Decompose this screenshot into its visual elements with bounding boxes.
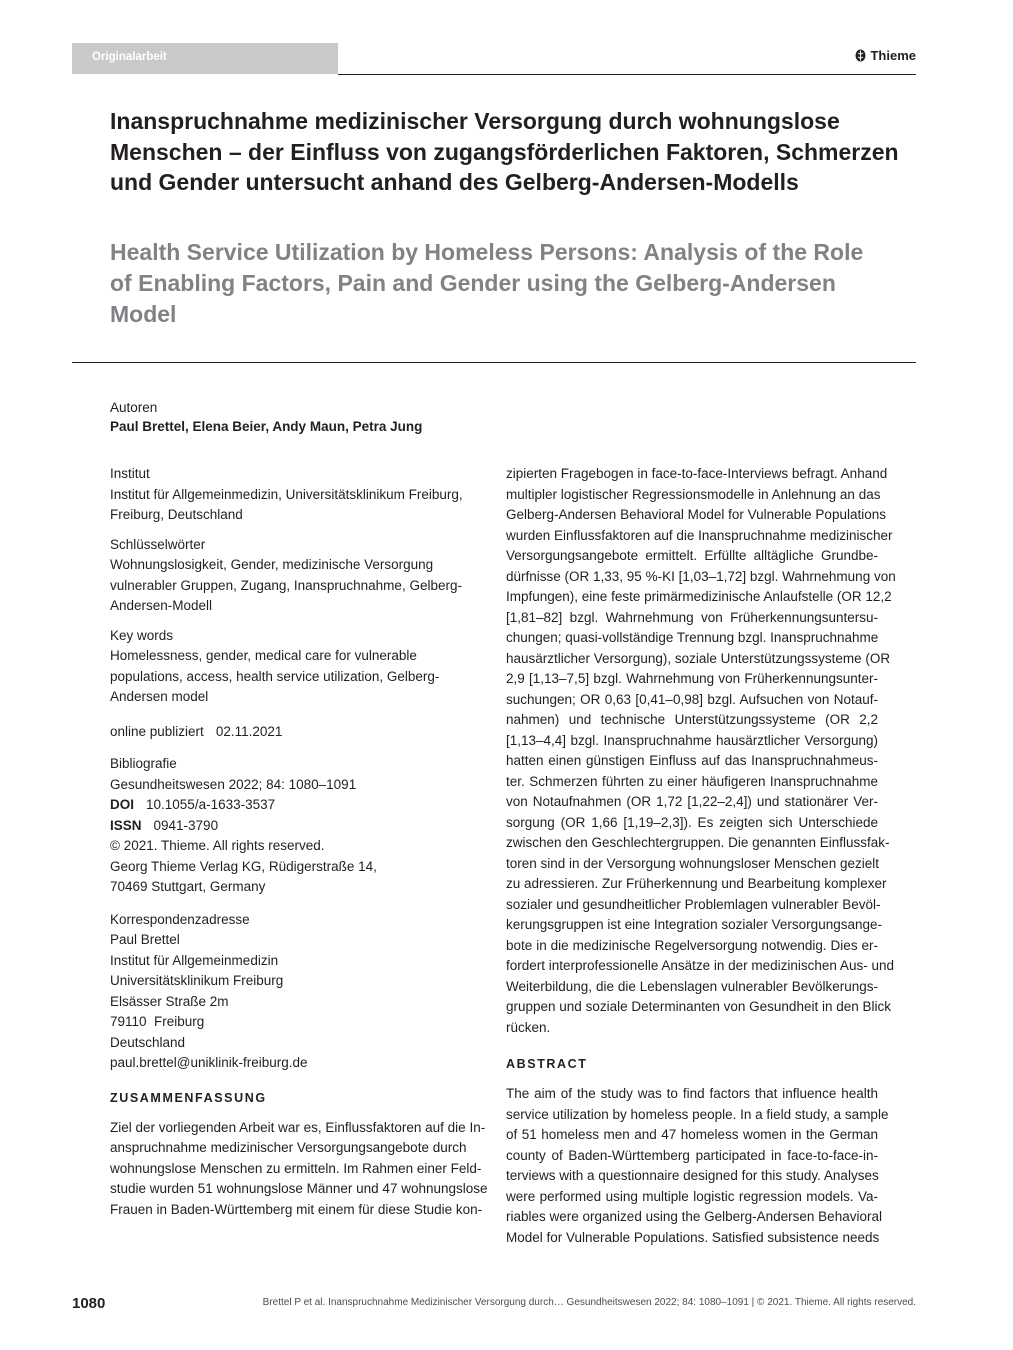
zusammenfassung-line: zu adressieren. Zur Früherkennung und Bearbeitung komplexer <box>506 876 887 891</box>
bibliografie-citation: Gesundheitswesen 2022; 84: 1080–1091 <box>110 776 357 792</box>
title-english: Health Service Utilization by Homeless Persons: Analysis of the Role of Enabling Factors, Pain and Gender using the Gelberg-Andersen Model <box>110 239 864 327</box>
abstract-heading: ABSTRACT <box>506 1057 588 1071</box>
title-german: Inanspruchnahme medizinischer Versorgung durch wohnungslose Menschen – der Einfluss von zugangsförderlichen Faktoren, Schmerzen und Gender untersucht anhand des Gelberg-Andersen-Modells <box>110 108 899 195</box>
zusammenfassung-line: multipler logistischer Regressionsmodelle in Anlehnung an das <box>506 486 881 502</box>
abstract-line: county of Baden-Württemberg participated in face-to-face-in- <box>506 1147 878 1163</box>
zusammenfassung-line: Gelberg-Andersen Behavioral Model for Vulnerable Populations <box>506 507 886 522</box>
korrespondenz-line: 79110 Freiburg <box>110 1014 205 1029</box>
abstract-line: were performed using multiple logistic regression models. Va- <box>506 1188 878 1204</box>
zusammenfassung-line: [1,13–4,4] bzgl. Inanspruchnahme hausärztlicher Versorgung) <box>506 732 878 748</box>
korrespondenz-label: Korrespondenzadresse <box>110 911 250 927</box>
keywords-label: Key words <box>110 627 174 643</box>
thieme-logo-icon <box>855 49 866 62</box>
zusammenfassung-line: 2,9 [1,13–7,5] bzgl. Wahrnehmung von Früherkennungsunter- <box>506 671 878 686</box>
keywords-line: Andersen model <box>110 689 209 704</box>
keywords-line: populations, access, health service utilization, Gelberg- <box>110 668 440 684</box>
zusammenfassung-continued <box>506 464 896 1038</box>
zusammenfassung-line: gruppen und soziale Determinanten von Gesundheit in den Blick <box>506 999 891 1014</box>
zusammenfassung-line: von Notaufnahmen (OR 1,72 [1,22–2,4]) und stationärer Ver- <box>506 794 878 809</box>
zusammenfassung-line: rücken. <box>506 1019 551 1035</box>
zusammenfassung-line: chungen; quasi-vollständige Trennung bzgl. Inanspruchnahme <box>506 630 879 645</box>
institut-label: Institut <box>110 466 150 481</box>
right-column <box>506 464 896 1248</box>
publisher-address-line: Georg Thieme Verlag KG, Rüdigerstraße 14, <box>110 858 377 874</box>
issn-label: ISSN <box>110 817 142 833</box>
zusammenfassung-line: bote in die medizinische Regelversorgung notwendig. Dies er- <box>506 937 878 953</box>
institut-section <box>110 464 490 526</box>
zusammenfassung-line: ter. Schmerzen führten zu einer häufigeren Inanspruchnahme <box>506 773 878 789</box>
abstract-line: service utilization by homeless people. In a field study, a sample <box>506 1106 889 1122</box>
footer-citation: Brettel P et al. Inanspruchnahme Medizinischer Versorgung durch… Gesundheitswesen 2022; 84: 1080–1091 | © 2021. Thieme. All rights reserved. <box>262 1297 916 1308</box>
title-divider <box>72 362 916 363</box>
abstract-line: riables were organized using the Gelberg-Andersen Behavioral <box>506 1209 882 1224</box>
institut-line: Freiburg, Deutschland <box>110 507 243 522</box>
left-column <box>110 464 490 1220</box>
copyright-line: © 2021. Thieme. All rights reserved. <box>110 838 325 853</box>
zusammenfassung-line: studie wurden 51 wohnungslose Männer und 47 wohnungslose <box>110 1181 488 1196</box>
issn-line <box>110 816 490 837</box>
authors-label: Autoren <box>110 400 158 415</box>
korrespondenz-line: Universitätsklinikum Freiburg <box>110 973 284 988</box>
zusammenfassung-line: Frauen in Baden-Württemberg mit einem für diese Studie kon- <box>110 1201 483 1217</box>
section-label-bar <box>72 43 338 74</box>
zusammenfassung-line: Versorgungsangebote ermittelt. Erfüllte alltägliche Grundbe- <box>506 548 878 563</box>
published-section <box>110 722 490 743</box>
issn-value: 0941-3790 <box>153 817 219 833</box>
schluesselwoerter-line: Wohnungslosigkeit, Gender, medizinische Versorgung <box>110 557 434 572</box>
schluesselwoerter-line: Andersen-Modell <box>110 598 213 613</box>
zusammenfassung-line: fordert interprofessionelle Ansätze in der medizinischen Aus- und <box>506 958 894 973</box>
authors-names: Paul Brettel, Elena Beier, Andy Maun, Petra Jung <box>110 419 423 434</box>
korrespondenz-line: Deutschland <box>110 1034 186 1050</box>
korrespondenz-email[interactable]: paul.brettel@uniklinik-freiburg.de <box>110 1055 308 1070</box>
zusammenfassung-line: hatten einen günstigen Einfluss auf das Inanspruchnahmeus- <box>506 753 878 768</box>
doi-value[interactable]: 10.1055/a-1633-3537 <box>146 797 276 812</box>
zusammenfassung-line: zipierten Fragebogen in face-to-face-Interviews befragt. Anhand <box>506 466 888 481</box>
section-label: Originalarbeit <box>92 51 167 63</box>
korrespondenz-line: Paul Brettel <box>110 932 180 947</box>
zusammenfassung-line: suchungen; OR 0,63 [0,41–0,98] bzgl. Aufsuchen von Notauf- <box>506 691 878 707</box>
zusammenfassung-line: sorgung (OR 1,66 [1,19–2,3]). Es zeigten sich Unterschiede <box>506 814 878 830</box>
doi-line <box>110 795 490 816</box>
published-label: online publiziert <box>110 723 204 739</box>
keywords-line: Homelessness, gender, medical care for vulnerable <box>110 648 417 663</box>
bibliografie-label: Bibliografie <box>110 756 177 771</box>
doi-label: DOI <box>110 797 135 812</box>
zusammenfassung-line: [1,81–82] bzgl. Wahrnehmung von Früherkennungsuntersu- <box>506 609 878 625</box>
zusammenfassung-heading: ZUSAMMENFASSUNG <box>110 1090 267 1105</box>
korrespondenz-section <box>110 910 490 1074</box>
page-number: 1080 <box>72 1295 106 1312</box>
zusammenfassung-line: Weiterbildung, die die Lebenslagen vulnerabler Bevölkerungs- <box>506 978 878 994</box>
abstract-line: terviews with a questionnaire designed for this study. Analyses <box>506 1168 879 1183</box>
zusammenfassung-line: nahmen) und technische Unterstützungssysteme (OR 2,2 <box>506 712 878 727</box>
schluesselwoerter-line: vulnerabler Gruppen, Zugang, Inanspruchnahme, Gelberg- <box>110 577 462 593</box>
zusammenfassung-line: hausärztlicher Versorgung), soziale Unterstützungssysteme (OR <box>506 650 891 666</box>
zusammenfassung-line: kerungsgruppen ist eine Integration sozialer Versorgungsange- <box>506 917 882 932</box>
schluesselwoerter-section <box>110 535 490 617</box>
zusammenfassung-section <box>110 1088 490 1221</box>
abstract-body <box>506 1084 889 1248</box>
publisher-address-line: 70469 Stuttgart, Germany <box>110 879 266 894</box>
publisher-name: Thieme <box>870 48 916 63</box>
zusammenfassung-line: wurden Einflussfaktoren auf die Inanspruchnahme medizinischer <box>506 527 893 543</box>
korrespondenz-line: Elsässer Straße 2m <box>110 993 229 1009</box>
zusammenfassung-line: wohnungslose Menschen zu ermitteln. Im Rahmen einer Feld- <box>110 1160 482 1176</box>
abstract-line: The aim of the study was to find factors that influence health <box>506 1086 878 1101</box>
zusammenfassung-line: zwischen den Geschlechtergruppen. Die genannten Einflussfak- <box>506 835 890 850</box>
bibliografie-section <box>110 754 490 898</box>
zusammenfassung-line: dürfnisse (OR 1,33, 95 %-KI [1,03–1,72] bzgl. Wahrnehmung von <box>506 568 896 584</box>
zusammenfassung-line: Impfungen), eine feste primärmedizinische Anlaufstelle (OR 12,2 <box>506 589 892 604</box>
header-rule <box>338 74 916 75</box>
korrespondenz-line: Institut für Allgemeinmedizin <box>110 952 279 968</box>
zusammenfassung-line: sozialer und gesundheitlicher Problemlagen vulnerabler Bevöl- <box>506 896 881 912</box>
zusammenfassung-line: toren sind in der Versorgung wohnungsloser Menschen gezielt <box>506 855 879 871</box>
schluesselwoerter-label: Schlüsselwörter <box>110 536 206 552</box>
abstract-line: Model for Vulnerable Populations. Satisfied subsistence needs <box>506 1229 880 1245</box>
keywords-section <box>110 626 490 708</box>
abstract-section <box>506 1054 889 1248</box>
publisher-logo <box>855 48 916 63</box>
zusammenfassung-line: Ziel der vorliegenden Arbeit war es, Einflussfaktoren auf die In- <box>110 1119 486 1135</box>
institut-line: Institut für Allgemeinmedizin, Universitätsklinikum Freiburg, <box>110 486 463 502</box>
abstract-line: of 51 homeless men and 47 homeless women in the German <box>506 1127 878 1142</box>
published-date: 02.11.2021 <box>215 723 283 739</box>
zusammenfassung-line: anspruchnahme medizinischer Versorgungsangebote durch <box>110 1140 467 1155</box>
